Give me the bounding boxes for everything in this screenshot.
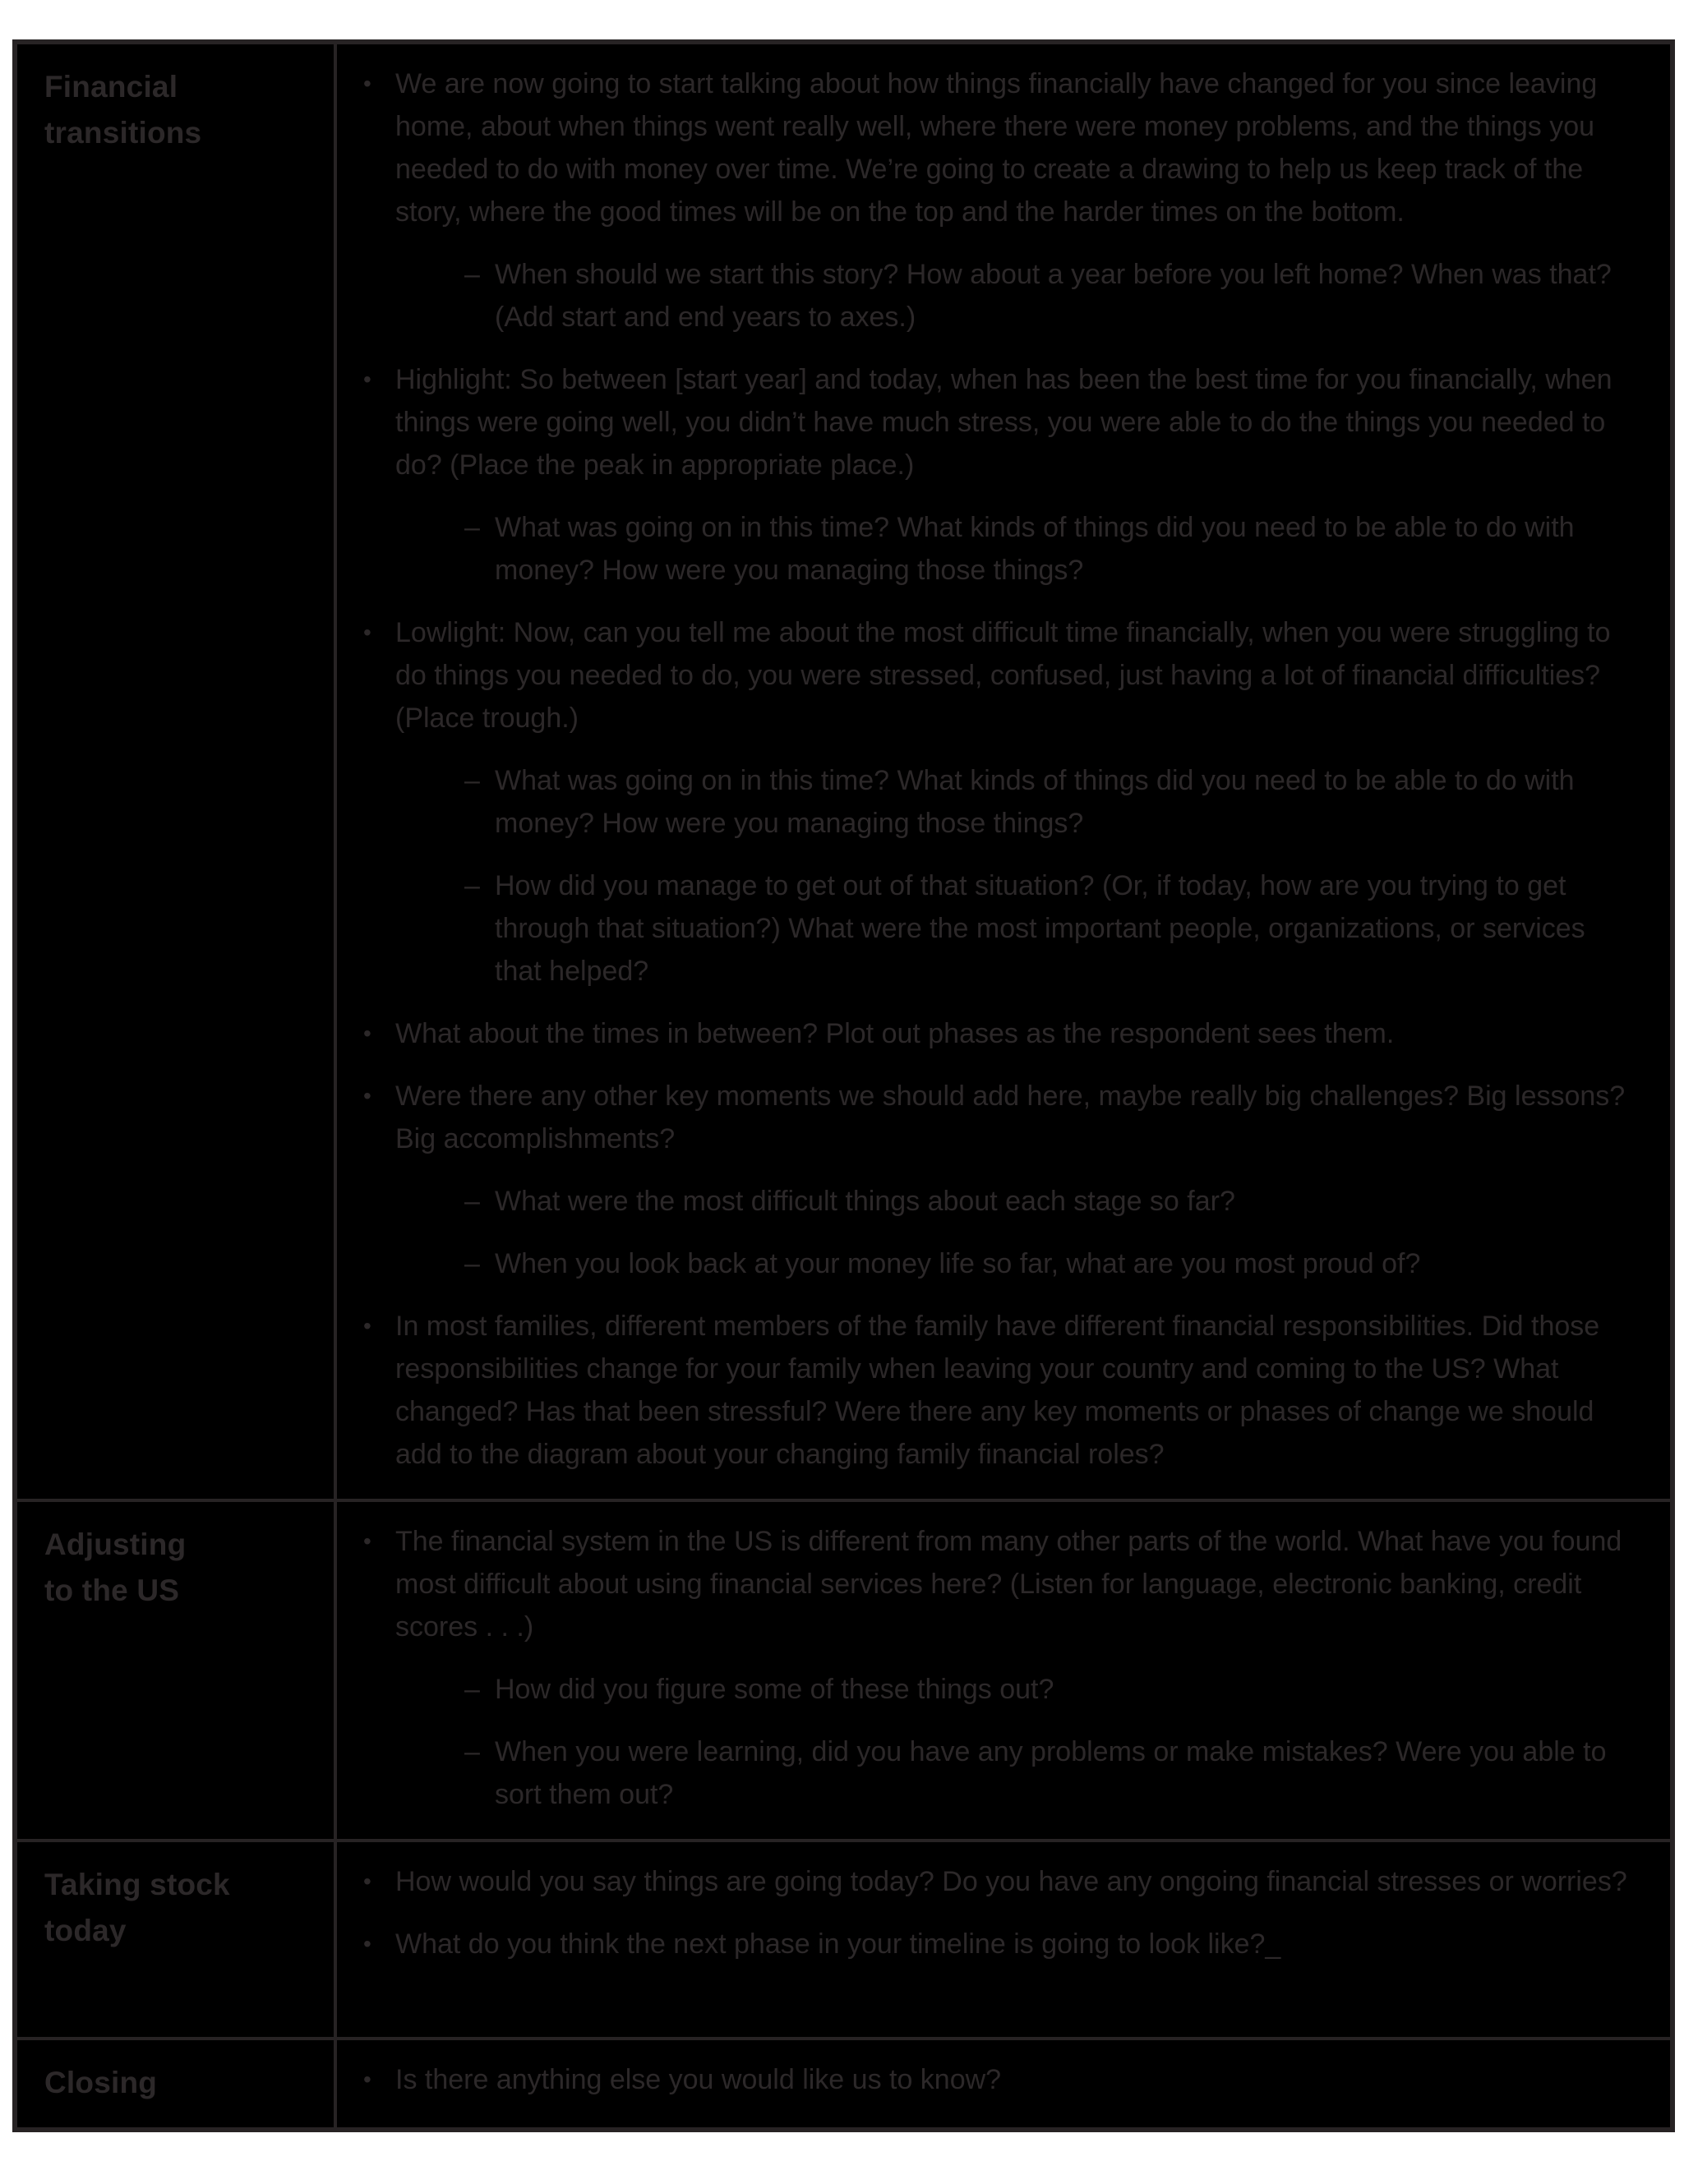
question-text: How would you say things are going today? Do you have any ongoing financial stresses or worries? — [395, 1866, 1627, 1897]
question-item — [363, 1860, 1639, 1903]
probe-item — [464, 759, 1639, 845]
probe-item — [464, 253, 1639, 339]
probe-text: When you look back at your money life so far, what are you most proud of? — [495, 1248, 1421, 1279]
question-item — [363, 1305, 1639, 1476]
bullet-icon: • — [363, 1931, 371, 1956]
section-header — [15, 2039, 335, 2130]
interview-guide-table — [12, 39, 1675, 2132]
question-body — [395, 1860, 1639, 1903]
question-text: We are now going to start talking about how things financially have changed for you since leaving home, about when things went really well, where there were money problems, and the things you needed to do with money over time. We’re going to create a drawing to help us keep track of the story, where the good times will be on the top and the harder times on the bottom. — [395, 68, 1598, 228]
probe-item — [464, 506, 1639, 592]
section-header-line: Closing — [44, 2066, 158, 2099]
dash-icon: – — [464, 870, 480, 901]
probe-text: What was going on in this time? What kinds of things did you need to be able to do with money? How were you managing those things? — [495, 765, 1575, 839]
dash-icon: – — [464, 1674, 480, 1705]
question-body — [395, 62, 1639, 339]
section-header-line: Adjusting — [44, 1527, 187, 1561]
probe-list — [395, 1668, 1639, 1816]
bullet-icon: • — [363, 366, 371, 392]
question-item — [363, 2058, 1639, 2101]
probe-list — [395, 759, 1639, 993]
question-text: What about the times in between? Plot out phases as the respondent sees them. — [395, 1018, 1395, 1049]
question-text: Lowlight: Now, can you tell me about the most difficult time financially, when you were struggling to do things you needed to do, you were stressed, confused, just having a lot of financial difficulties? (Place trough.) — [395, 617, 1611, 734]
dash-icon: – — [464, 512, 480, 543]
section-header-line: transitions — [44, 116, 202, 150]
question-text: Were there any other key moments we should add here, maybe really big challenges? Big lessons? Big accomplishments? — [395, 1080, 1626, 1154]
question-text: What do you think the next phase in your timeline is going to look like?_ — [395, 1928, 1281, 1960]
dash-icon: – — [464, 1736, 480, 1767]
probe-list — [395, 506, 1639, 592]
section-questions-cell — [335, 1500, 1672, 1841]
question-item — [363, 358, 1639, 592]
dash-icon: – — [464, 1186, 480, 1217]
question-list — [363, 2058, 1639, 2101]
dash-icon: – — [464, 765, 480, 796]
probe-text: What was going on in this time? What kinds of things did you need to be able to do with money? How were you managing those things? — [495, 512, 1575, 586]
section-questions-cell — [335, 2039, 1672, 2130]
probe-item — [464, 864, 1639, 993]
section-questions-cell — [335, 42, 1672, 1500]
section-header-line: to the US — [44, 1573, 180, 1607]
question-item — [363, 62, 1639, 339]
question-list — [363, 1860, 1639, 1965]
bullet-icon: • — [363, 1528, 371, 1554]
question-body — [395, 1305, 1639, 1476]
bullet-icon: • — [363, 1021, 371, 1046]
question-text: Is there anything else you would like us to know? — [395, 2064, 1002, 2095]
table-row — [15, 42, 1672, 1500]
probe-item — [464, 1242, 1639, 1285]
bullet-icon: • — [363, 2067, 371, 2092]
bullet-icon: • — [363, 1083, 371, 1108]
table-body — [15, 42, 1672, 2130]
table-row — [15, 2039, 1672, 2130]
question-body — [395, 1520, 1639, 1816]
probe-item — [464, 1730, 1639, 1816]
section-header — [15, 1841, 335, 2039]
section-header-line: today — [44, 1914, 127, 1947]
question-text: Highlight: So between [start year] and today, when has been the best time for you financially, when things were going well, you didn’t have much stress, you were able to do the things you needed to do? (Place the peak in appropriate place.) — [395, 364, 1612, 481]
section-header — [15, 42, 335, 1500]
question-item — [363, 1520, 1639, 1816]
probe-text: How did you figure some of these things out? — [495, 1674, 1054, 1705]
question-body — [395, 2058, 1639, 2101]
question-body — [395, 611, 1639, 993]
section-header — [15, 1500, 335, 1841]
question-item — [363, 1012, 1639, 1055]
question-body — [395, 1012, 1639, 1055]
probe-list — [395, 1180, 1639, 1285]
bullet-icon: • — [363, 620, 371, 645]
section-header-line: Financial — [44, 70, 178, 104]
section-header-line: Taking stock — [44, 1868, 230, 1901]
question-text: In most families, different members of the family have different financial responsibilities. Did those responsibilities change for your family when leaving your country and coming to the US? What changed? Has that been stressful? Were there any key moments or phases of change we should add to the diagram about your changing family financial roles? — [395, 1311, 1600, 1470]
table-row — [15, 1841, 1672, 2039]
probe-text: How did you manage to get out of that situation? (Or, if today, how are you trying to get through that situation?) What were the most important people, organizations, or services that helped? — [495, 870, 1585, 987]
question-item — [363, 1075, 1639, 1285]
probe-item — [464, 1668, 1639, 1711]
table-row — [15, 1500, 1672, 1841]
probe-list — [395, 253, 1639, 339]
probe-text: What were the most difficult things about each stage so far? — [495, 1186, 1235, 1217]
question-list — [363, 1520, 1639, 1816]
bullet-icon: • — [363, 71, 371, 96]
section-questions-cell — [335, 1841, 1672, 2039]
question-item — [363, 611, 1639, 993]
bullet-icon: • — [363, 1313, 371, 1339]
probe-text: When should we start this story? How about a year before you left home? When was that? (Add start and end years to axes.) — [495, 259, 1612, 333]
question-list — [363, 62, 1639, 1476]
dash-icon: – — [464, 1248, 480, 1279]
dash-icon: – — [464, 259, 480, 290]
question-body — [395, 358, 1639, 592]
probe-text: When you were learning, did you have any problems or make mistakes? Were you able to sort them out? — [495, 1736, 1607, 1810]
question-body — [395, 1923, 1639, 1965]
question-item — [363, 1923, 1639, 1965]
question-text: The financial system in the US is different from many other parts of the world. What have you found most difficult about using financial services here? (Listen for language, electronic banking, credit scores . . .) — [395, 1526, 1622, 1643]
bullet-icon: • — [363, 1868, 371, 1894]
question-body — [395, 1075, 1639, 1285]
probe-item — [464, 1180, 1639, 1223]
